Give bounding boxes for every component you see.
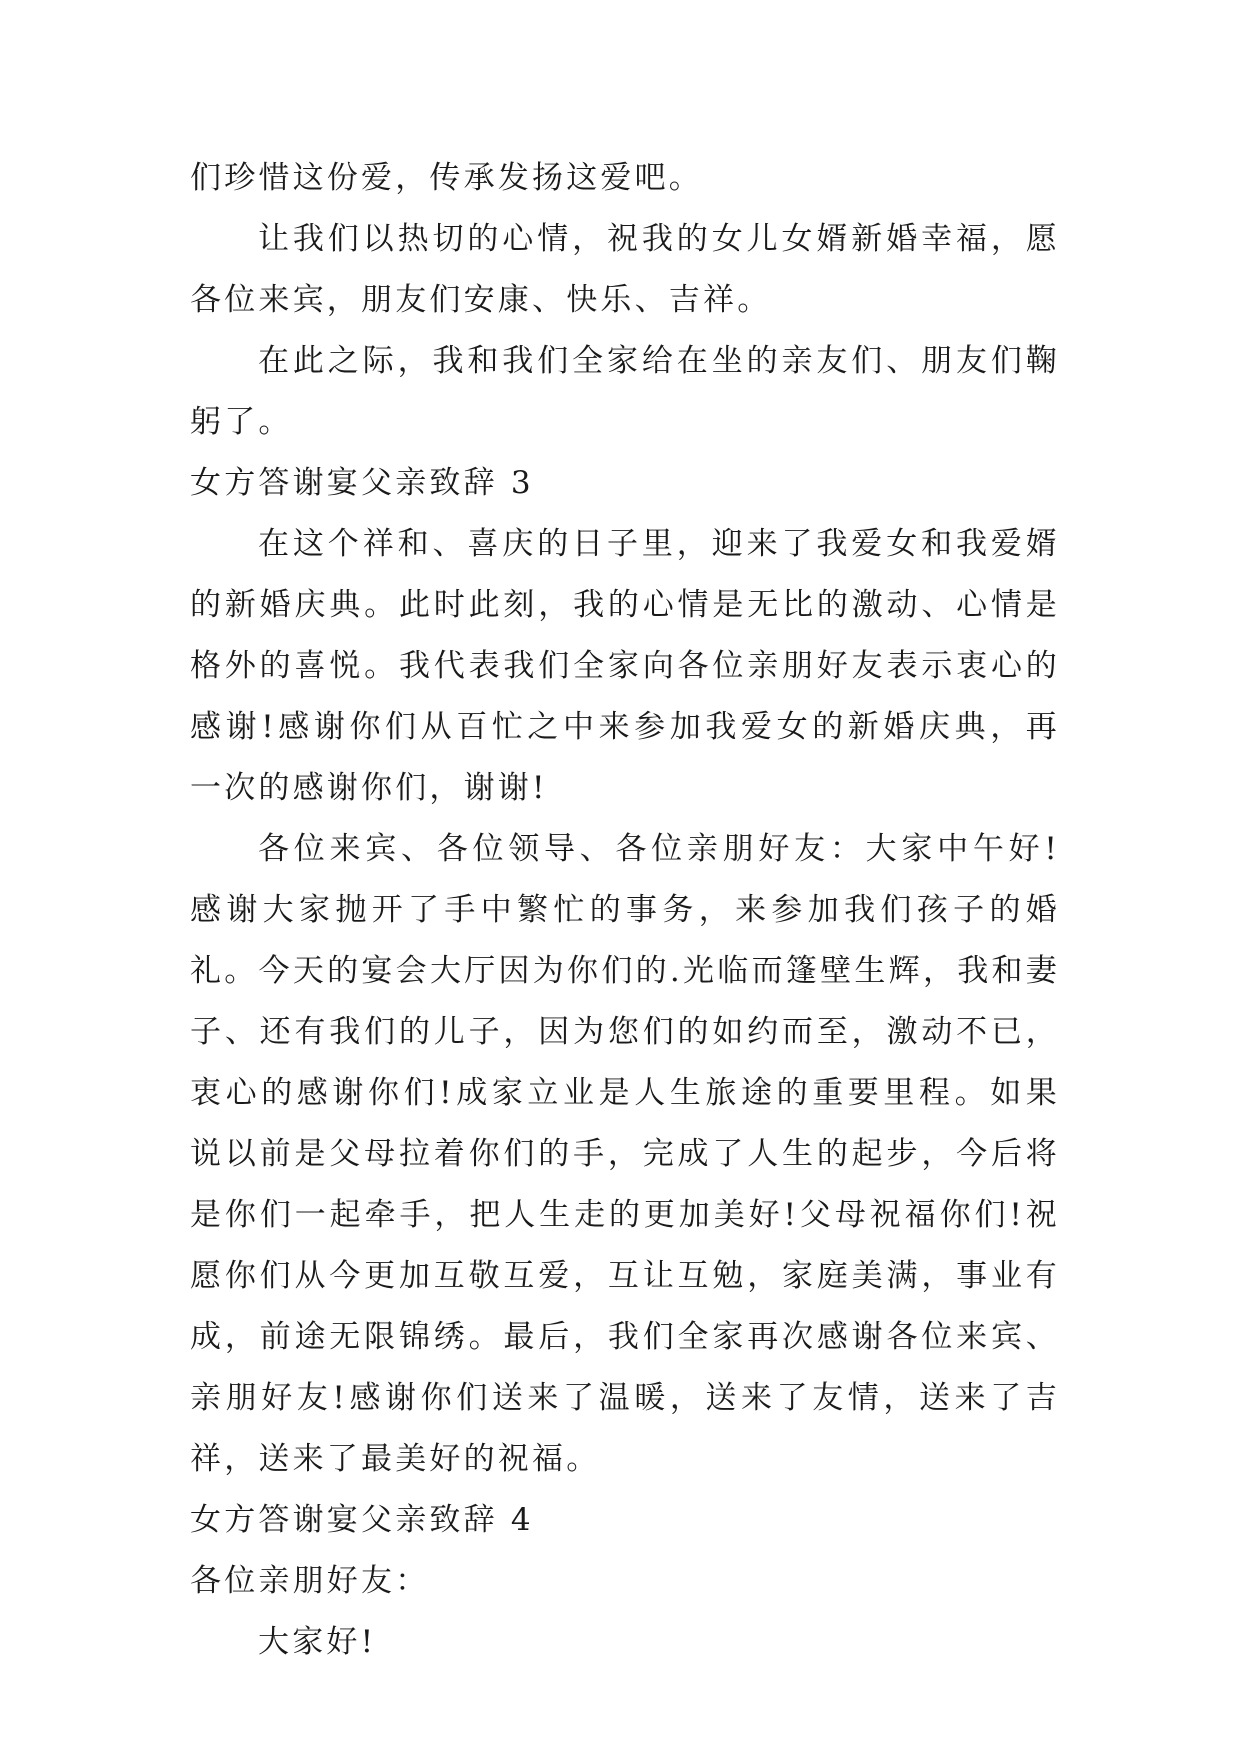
paragraph-speech-3-body: 各位来宾、各位领导、各位亲朋好友：大家中午好!感谢大家抛开了手中繁忙的事务，来参加我们孩子的婚礼。今天的宴会大厅因为你们的.光临而篷壁生辉，我和妻子、还有我们的儿子，因为您们的如约而至，激动不已，衷心的感谢你们!成家立业是人生旅途的重要里程。如果说以前是父母拉着你们的手，完成了人生的起步，今后将是你们一起牵手，把人生走的更加美好!父母祝福你们!祝愿你们从今更加互敬互爱，互让互勉，家庭美满，事业有成，前途无限锦绣。最后，我们全家再次感谢各位来宾、亲朋好友!感谢你们送来了温暖，送来了友情，送来了吉祥，送来了最美好的祝福。 (190, 831, 1060, 1477)
paragraph-continuation: 们珍惜这份爱，传承发扬这爱吧。 (190, 160, 703, 196)
paragraph-greeting: 大家好! (258, 1624, 377, 1660)
section-heading-3: 女方答谢宴父亲致辞 3 (190, 465, 534, 501)
paragraph-blessing: 让我们以热切的心情，祝我的女儿女婿新婚幸福，愿各位来宾，朋友们安康、快乐、吉祥。 (190, 221, 1060, 318)
section-heading-4: 女方答谢宴父亲致辞 4 (190, 1502, 534, 1538)
paragraph-speech-3-opening: 在这个祥和、喜庆的日子里，迎来了我爱女和我爱婿的新婚庆典。此时此刻，我的心情是无比的激动、心情是格外的喜悦。我代表我们全家向各位亲朋好友表示衷心的感谢!感谢你们从百忙之中来参加我爱女的新婚庆典，再一次的感谢你们，谢谢! (190, 526, 1060, 806)
document-page (190, 148, 1060, 1673)
paragraph-bow: 在此之际，我和我们全家给在坐的亲友们、朋友们鞠躬了。 (190, 343, 1060, 440)
paragraph-salutation: 各位亲朋好友： (190, 1563, 430, 1599)
